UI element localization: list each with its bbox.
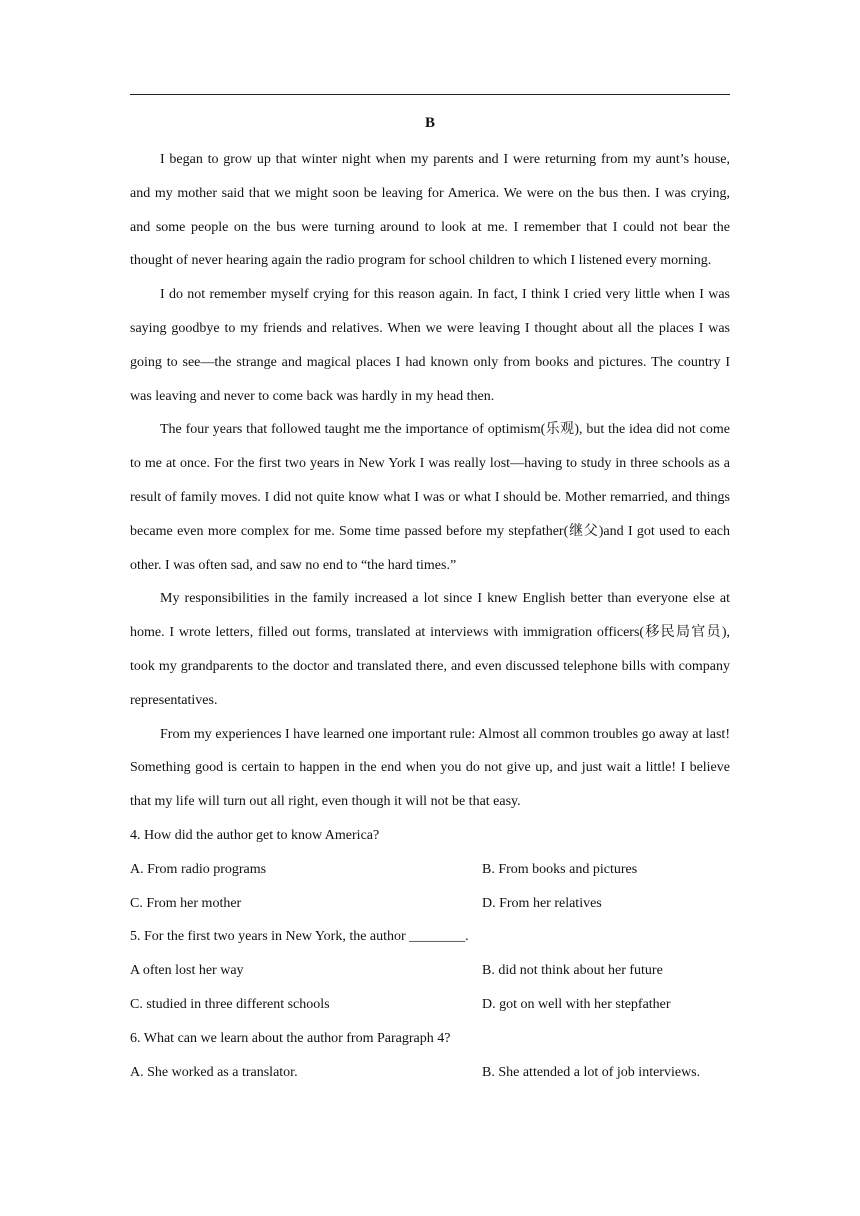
option-b[interactable]: B. She attended a lot of job interviews. [482,1064,701,1080]
question-5 [130,920,730,1021]
option-b[interactable]: B. From books and pictures [482,861,638,877]
document-page [130,94,730,1089]
top-divider [130,94,730,95]
option-d[interactable]: D. From her relatives [482,895,602,911]
option-c[interactable]: C. studied in three different schools [130,996,330,1012]
passage-paragraph-2: I do not remember myself crying for this reason again. In fact, I think I cried very little when I was saying goodbye to my friends and relatives. When we were leaving I thought about all the places I was going to see—the strange and magical places I had known only from books and pictures. The country I was leaving and never to come back was hardly in my head then. [130,287,730,404]
question-stem: 4. How did the author get to know America? [130,827,380,843]
option-a[interactable]: A. From radio programs [130,861,267,877]
question-stem: 6. What can we learn about the author from Paragraph 4? [130,1030,451,1046]
question-6 [130,1022,730,1090]
passage [130,143,730,819]
passage-paragraph-4: My responsibilities in the family increased a lot since I knew English better than everyone else at home. I wrote letters, filled out forms, translated at interviews with immigration officers(移民局官员), took my grandparents to the doctor and translated there, and even discussed telephone bills with company representatives. [130,591,730,708]
question-stem: 5. For the first two years in New York, the author ________. [130,929,469,945]
option-d[interactable]: D. got on well with her stepfather [482,996,671,1012]
options-row [130,988,730,1022]
option-a[interactable]: A. She worked as a translator. [130,1064,298,1080]
passage-paragraph-5: From my experiences I have learned one important rule: Almost all common troubles go away at last! Something good is certain to happen in the end when you do not give up, and just wait a little! I believe that my life will turn out all right, even though it will not be that easy. [130,726,730,810]
passage-paragraph-1: I began to grow up that winter night when my parents and I were returning from my aunt’s house, and my mother said that we might soon be leaving for America. We were on the bus then. I was crying, and some people on the bus were turning around to look at me. I remember that I could not bear the thought of never hearing again the radio program for school children to which I listened every morning. [130,152,730,269]
options-row [130,853,730,887]
section-title: B [424,115,435,131]
options-row [130,1056,730,1090]
option-b[interactable]: B. did not think about her future [482,963,663,979]
options-row [130,887,730,921]
question-4 [130,819,730,920]
options-row [130,954,730,988]
option-c[interactable]: C. From her mother [130,895,242,911]
option-a[interactable]: A often lost her way [130,963,244,979]
passage-paragraph-3: The four years that followed taught me the importance of optimism(乐观), but the idea did not come to me at once. For the first two years in New York I was really lost—having to study in three schools as a result of family moves. I did not quite know what I was or what I should be. Mother remarried, and things became even more complex for me. Some time passed before my stepfather(继父)and I got used to each other. I was often sad, and saw no end to “the hard times.” [130,422,730,573]
